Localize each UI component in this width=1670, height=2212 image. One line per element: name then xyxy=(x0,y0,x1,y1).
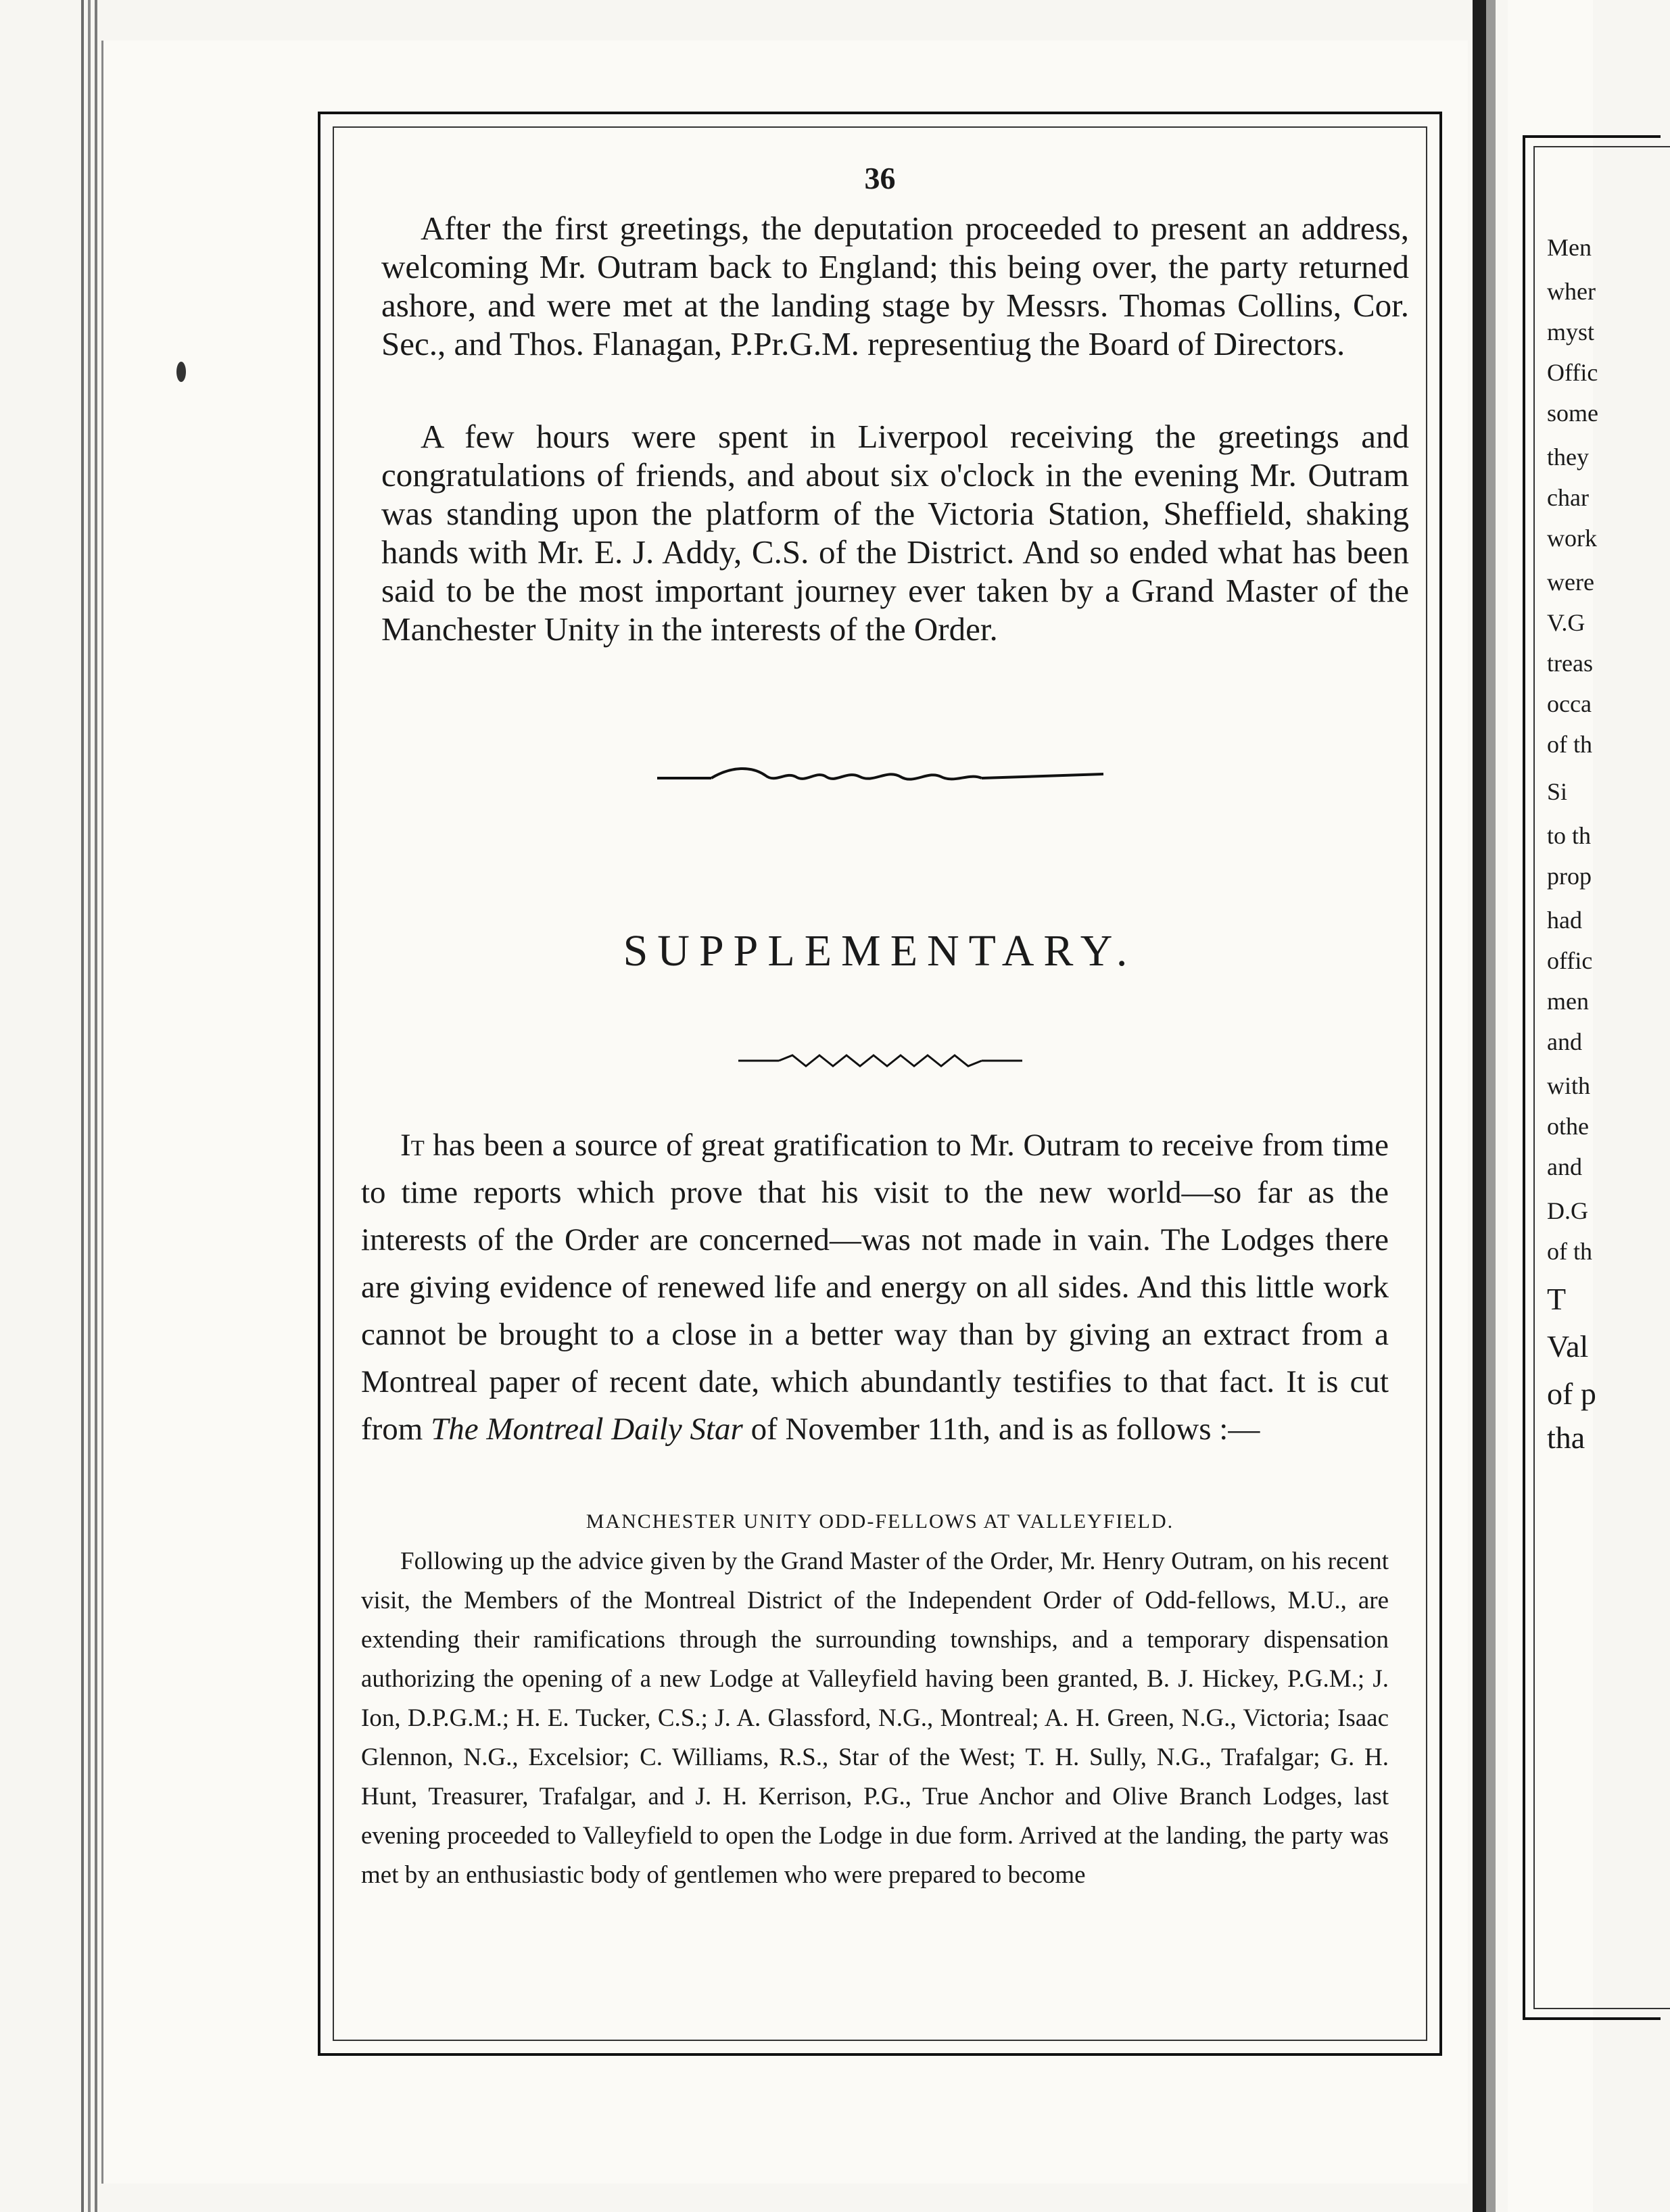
paragraph-liverpool: A few hours were spent in Liverpool receiving the greetings and congratulations of friends, and about six o'clock in the evening Mr. Outram was standing upon the platform of the Victoria Station, Sheffield, shaking hands with Mr. E. J. Addy, C.S. of the District. And so ended what has been said to be the most important journey ever taken by a Grand Master of the Manchester Unity in the interests of the Order. xyxy=(381,418,1409,648)
next-page-text-fragment: Men xyxy=(1547,234,1592,261)
next-page-text-fragment: of th xyxy=(1547,1238,1592,1265)
next-page-text-fragment: occa xyxy=(1547,690,1592,717)
extract-heading: MANCHESTER UNITY ODD-FELLOWS AT VALLEYFIELD. xyxy=(586,1510,1174,1533)
next-page-text-fragment: to th xyxy=(1547,822,1592,849)
page-edge xyxy=(81,0,84,2212)
ink-spot xyxy=(176,362,186,382)
next-page-text-fragment: D.G xyxy=(1547,1197,1588,1224)
ornament-divider-top xyxy=(320,756,1439,800)
next-page-text-fragment: T xyxy=(1547,1282,1567,1316)
next-page-text-fragment: myst xyxy=(1547,318,1595,345)
section-heading: SUPPLEMENTARY. xyxy=(623,926,1137,976)
page-border xyxy=(318,112,1442,2056)
next-page-text-fragment: Offic xyxy=(1547,359,1598,386)
page-edge xyxy=(95,0,97,2212)
next-page-fragment xyxy=(1508,0,1598,2212)
paragraph-extract: Following up the advice given by the Grand Master of the Order, Mr. Henry Outram, on his recent visit, the Members of the Montreal District of the Independent Order of Odd-fellows, M.U., are extending their ramifications through the surrounding townships, and a temporary dispensation authorizing the opening of a new Lodge at Valleyfield having been granted, B. J. Hickey, P.G.M.; J. Ion, D.P.G.M.; H. E. Tucker, C.S.; J. A. Glassford, N.G., Montreal; A. H. Green, N.G., Victoria; Isaac Glennon, N.G., Excelsior; C. Williams, R.S., Star of the West; T. H. Sully, N.G., Trafalgar; G. H. Hunt, Treasurer, Trafalgar, and J. H. Kerrison, P.G., True Anchor and Olive Branch Lodges, last evening proceeded to Valleyfield to open the Lodge in due form. Arrived at the landing, the party was met by an enthusiastic body of gentlemen who were prepared to become xyxy=(361,1547,1389,1889)
next-page-text-fragment: tha xyxy=(1547,1420,1585,1455)
next-page-text-fragment: they xyxy=(1547,443,1589,471)
drop-word: It xyxy=(400,1128,425,1163)
book-spine xyxy=(1473,0,1486,2212)
paragraph-text-end: of November 11th, and is as follows :— xyxy=(742,1412,1260,1447)
next-page-text-fragment: and xyxy=(1547,1153,1582,1180)
next-page-text-fragment: were xyxy=(1547,569,1594,596)
next-page-text-fragment: treas xyxy=(1547,650,1593,677)
next-page-text-fragment: wher xyxy=(1547,278,1596,305)
paragraph-return-ashore: After the first greetings, the deputation proceeded to present an address, welcoming Mr. Outram back to England; this being over, the party returned ashore, and were met at the landing stage by Messrs. Thomas Collins, Cor. Sec., and Thos. Flanagan, P.Pr.G.M. representiug the Board of Directors. xyxy=(381,210,1409,362)
next-page-text-fragment: V.G xyxy=(1547,609,1585,636)
next-page-text-fragment: of p xyxy=(1547,1376,1596,1411)
next-page-text-fragment: some xyxy=(1547,400,1598,427)
newspaper-title: The Montreal Daily Star xyxy=(431,1412,743,1447)
paragraph-supplementary xyxy=(361,1122,1389,1453)
next-page-text-fragment: had xyxy=(1547,907,1582,934)
next-page-text-fragment: work xyxy=(1547,525,1597,552)
page-edge xyxy=(88,0,91,2212)
next-page-text-fragment: with xyxy=(1547,1072,1591,1099)
next-page-text-fragment: othe xyxy=(1547,1113,1589,1140)
next-page-text-fragment: men xyxy=(1547,988,1589,1015)
next-page-text-fragment: Si xyxy=(1547,778,1568,805)
next-page-text-fragment: offic xyxy=(1547,947,1593,974)
next-page-text-fragment: prop xyxy=(1547,863,1592,890)
next-page-text-fragment: and xyxy=(1547,1028,1582,1055)
ornament-divider-bottom xyxy=(320,1047,1439,1077)
next-page-text-fragment: of th xyxy=(1547,731,1592,758)
next-page-text-fragment: char xyxy=(1547,484,1589,511)
next-page-text-fragment: Val xyxy=(1547,1329,1589,1364)
page-number: 36 xyxy=(864,161,896,195)
paragraph-text: has been a source of great gratification to Mr. Outram to receive from time to time reports which prove that his visit to the new world—so far as the interests of the Order are concerned—was not made in vain. The Lodges there are giving evidence of renewed life and energy on all sides. And this little work cannot be brought to a close in a better way than by giving an extract from a Montreal paper of recent date, which abundantly testifies to that fact. It is cut from xyxy=(361,1128,1389,1447)
book-gutter xyxy=(1486,0,1496,2212)
